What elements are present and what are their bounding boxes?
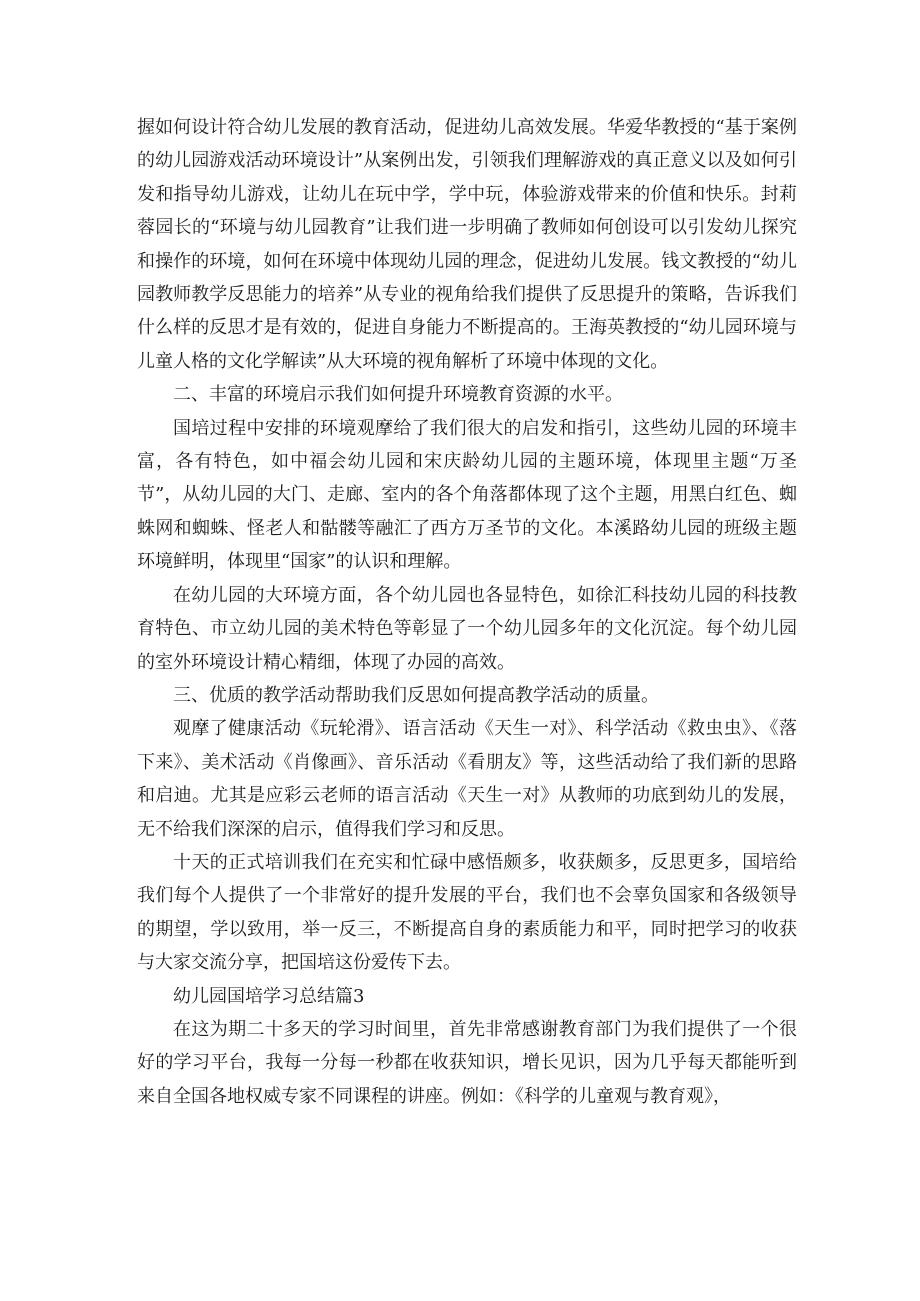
- article-title-part-3: 幼儿园国培学习总结篇3: [173, 985, 365, 1007]
- paragraph: 国培过程中安排的环境观摩给了我们很大的启发和指引，这些幼儿园的环境丰富，各有特色，如中福会幼儿园和宋庆龄幼儿园的主题环境，体现里主题“万圣节”，从幼儿园的大门、走廊、室内的各个角落都体现了这个主题，用黑白红色、蜘蛛网和蜘蛛、怪老人和骷髅等融汇了西方万圣节的文化。本溪路幼儿园的班级主题环境鲜明，体现里“国家”的认识和理解。: [137, 417, 797, 573]
- paragraph: 在幼儿园的大环境方面，各个幼儿园也各显特色，如徐汇科技幼儿园的科技教育特色、市立幼儿园的美术特色等彰显了一个幼儿园多年的文化沉淀。每个幼儿园的室外环境设计精心精细，体现了办园的高效。: [137, 584, 797, 673]
- paragraph-continuation: 握如何设计符合幼儿发展的教育活动，促进幼儿高效发展。华爱华教授的“基于案例的幼儿园游戏活动环境设计”从案例出发，引领我们理解游戏的真正意义以及如何引发和指导幼儿游戏，让幼儿在玩中学，学中玩，体验游戏带来的价值和快乐。封莉蓉园长的“环境与幼儿园教育”让我们进一步明确了教师如何创设可以引发幼儿探究和操作的环境，如何在环境中体现幼儿园的理念，促进幼儿发展。钱文教授的“幼儿园教师教学反思能力的培养”从专业的视角给我们提供了反思提升的策略，告诉我们什么样的反思才是有效的，促进自身能力不断提高的。王海英教授的“幼儿园环境与儿童人格的文化学解读”从大环境的视角解析了环境中体现的文化。: [137, 117, 797, 372]
- paragraph: 在这为期二十多天的学习时间里，首先非常感谢教育部门为我们提供了一个很好的学习平台，我每一分每一秒都在收获知识，增长见识，因为几乎每天都能听到来自全国各地权威专家不同课程的讲座。例如：《科学的儿童观与教育观》，: [137, 1018, 797, 1107]
- section-heading-2: 二、丰富的环境启示我们如何提升环境教育资源的水平。: [173, 384, 623, 406]
- section-heading-3: 三、优质的教学活动帮助我们反思如何提高教学活动的质量。: [173, 684, 659, 706]
- paragraph: 观摩了健康活动《玩轮滑》、语言活动《天生一对》、科学活动《救虫虫》、《落下来》、美术活动《肖像画》、音乐活动《看朋友》等，这些活动给了我们新的思路和启迪。尤其是应彩云老师的语言活动《天生一对》从教师的功底到幼儿的发展，无不给我们深深的启示，值得我们学习和反思。: [137, 718, 797, 840]
- document-body: [137, 111, 797, 1113]
- paragraph: 十天的正式培训我们在充实和忙碌中感悟颇多，收获颇多，反思更多，国培给我们每个人提供了一个非常好的提升发展的平台，我们也不会辜负国家和各级领导的期望，学以致用，举一反三，不断提高自身的素质能力和平，同时把学习的收获与大家交流分享，把国培这份爱传下去。: [137, 851, 797, 974]
